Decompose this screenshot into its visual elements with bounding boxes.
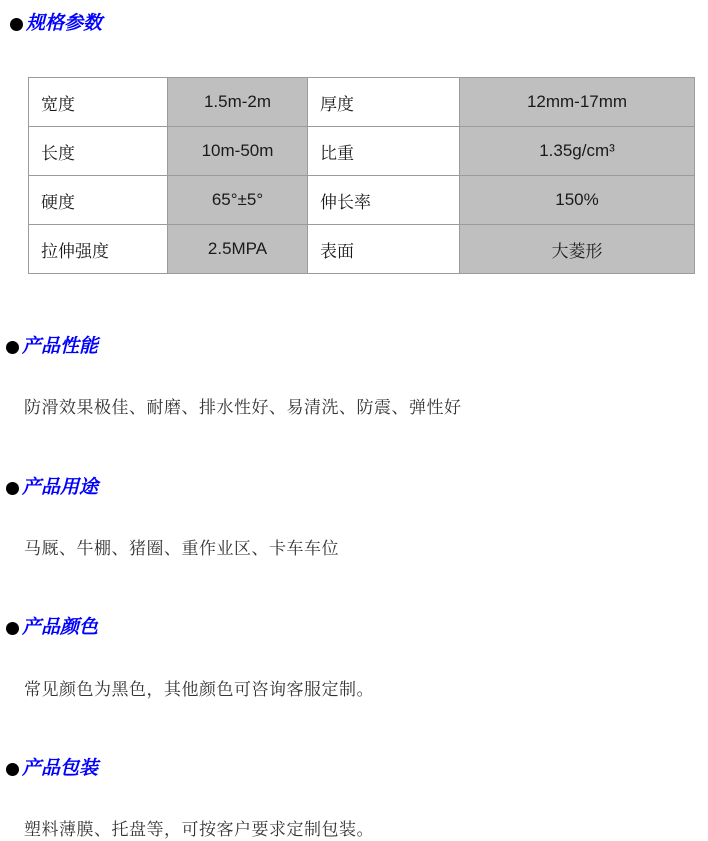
section-title-packaging: 产品包装 [22, 758, 99, 779]
section-title-performance: 产品性能 [22, 336, 99, 357]
section-heading-packaging [6, 759, 98, 780]
spec-label: 硬度 [29, 176, 168, 225]
spec-label: 拉伸强度 [29, 225, 168, 274]
table-row [29, 78, 695, 127]
section-heading-color [6, 618, 98, 639]
table-row [29, 176, 695, 225]
spec-label: 比重 [308, 127, 460, 176]
spec-label: 长度 [29, 127, 168, 176]
table-row [29, 127, 695, 176]
bullet-icon [6, 482, 19, 495]
spec-table [28, 77, 695, 274]
spec-label: 宽度 [29, 78, 168, 127]
bullet-icon [10, 18, 23, 31]
spec-value: 1.5m-2m [168, 78, 308, 127]
section-heading-performance [6, 337, 98, 358]
section-text-performance: 防滑效果极佳、耐磨、排水性好、易清洗、防震、弹性好 [24, 398, 462, 417]
section-title-spec: 规格参数 [26, 13, 103, 34]
spec-value: 2.5MPA [168, 225, 308, 274]
section-title-usage: 产品用途 [22, 477, 99, 498]
spec-label: 伸长率 [308, 176, 460, 225]
spec-label: 厚度 [308, 78, 460, 127]
section-text-color: 常见颜色为黑色，其他颜色可咨询客服定制。 [24, 680, 374, 699]
spec-value: 12mm-17mm [460, 78, 695, 127]
spec-value: 1.35g/cm³ [460, 127, 695, 176]
spec-table-container [28, 77, 694, 274]
section-heading-usage [6, 478, 98, 499]
section-text-usage: 马厩、牛棚、猪圈、重作业区、卡车车位 [24, 539, 339, 558]
bullet-icon [6, 622, 19, 635]
spec-value: 10m-50m [168, 127, 308, 176]
spec-label: 表面 [308, 225, 460, 274]
section-heading-spec [10, 14, 102, 35]
spec-value: 大菱形 [460, 225, 695, 274]
bullet-icon [6, 763, 19, 776]
section-text-packaging: 塑料薄膜、托盘等，可按客户要求定制包装。 [24, 820, 374, 839]
spec-value: 150% [460, 176, 695, 225]
section-title-color: 产品颜色 [22, 617, 99, 638]
bullet-icon [6, 341, 19, 354]
spec-value: 65°±5° [168, 176, 308, 225]
table-row [29, 225, 695, 274]
